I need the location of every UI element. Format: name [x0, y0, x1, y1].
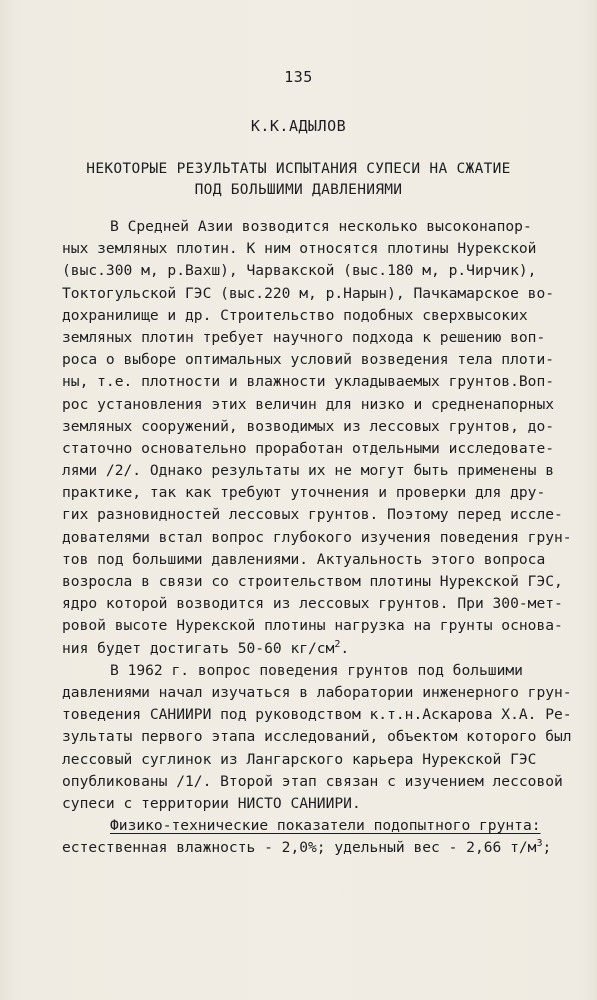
article-body — [62, 216, 572, 859]
text-line: ровой высоте Нурекской плотины нагрузка на грунты основа- — [62, 617, 563, 635]
text-line: тов под большими давлениями. Актуальность этого вопроса — [62, 550, 546, 568]
text-line: ных земляных плотин. К ним относятся плотины Нурекской — [62, 240, 537, 258]
text-line: практике, так как требуют уточнения и проверки для дру- — [62, 484, 546, 502]
text-fragment: . — [340, 639, 350, 657]
text-line-with-superscript — [62, 638, 542, 660]
author-name: К.К.АДЫЛОВ — [250, 117, 347, 135]
text-line: рос установления этих величин для низко и средненапорных — [62, 395, 555, 413]
text-line-with-superscript — [62, 837, 552, 859]
text-line: зультаты первого этапа исследований, объектом которого был — [62, 728, 572, 746]
text-fragment: естественная влажность - 2,0%; удельный вес - 2,66 т/м — [62, 839, 537, 857]
text-fragment: ; — [542, 839, 552, 857]
text-line: супеси с территории НИСТО САНИИРИ. — [62, 794, 361, 812]
page-number: 135 — [284, 68, 313, 86]
text-line: В 1962 г. вопрос поведения грунтов под большими — [110, 661, 523, 679]
underlined-heading: Физико-технические показатели подопытного грунта: — [110, 817, 541, 835]
section-heading-line — [62, 815, 542, 837]
text-line: ны, т.е. плотности и влажности укладываемых грунтов.Воп- — [62, 373, 555, 391]
text-line: возросла в связи со строительством плотины Нурекской ГЭС, — [62, 573, 563, 590]
text-line: товедения САНИИРИ под руководством к.т.н.Аскарова Х.А. Ре- — [62, 706, 572, 724]
text-line: статочно основательно проработан отдельными исследовате- — [62, 439, 555, 457]
text-fragment: ния будет достигать 50-60 кг/см — [62, 639, 335, 657]
article-title — [0, 159, 597, 201]
text-line: опубликованы /1/. Второй этап связан с изучением лессовой — [62, 772, 563, 790]
text-line: лями /2/. Однако результаты их не могут быть применены в — [62, 462, 555, 480]
text-line: дохранилище и др. Строительство подобных сверхвысоких — [62, 306, 528, 324]
title-line: НЕКОТОРЫЕ РЕЗУЛЬТАТЫ ИСПЫТАНИЯ СУПЕСИ НА СЖАТИЕ — [86, 161, 511, 177]
text-line: В Средней Азии возводится несколько высоконапор- — [110, 218, 532, 235]
title-line: ПОД БОЛЬШИМИ ДАВЛЕНИЯМИ — [194, 182, 403, 198]
text-line: дователями встал вопрос глубокого изучения поведения грун- — [62, 528, 572, 546]
text-line: ядро которой возводится из лессовых грунтов. При 300-мет- — [62, 595, 563, 613]
text-line: (выс.300 м, р.Вахш), Чарвакской (выс.180 м, р.Чирчик), — [62, 262, 537, 280]
text-line: лессовый суглинок из Лангарского карьера Нурекской ГЭС — [62, 750, 537, 768]
superscript: 2 — [334, 638, 341, 650]
text-line: Токтогульской ГЭС (выс.220 м, р.Нарын), Пачкамарское во- — [62, 284, 555, 302]
superscript: 3 — [536, 838, 543, 850]
text-line: земляных плотин требует научного подхода к решению воп- — [62, 328, 546, 346]
text-line: роса о выборе оптимальных условий возведения тела плоти- — [62, 351, 555, 369]
text-line: давлениями начал изучаться в лаборатории инженерного грун- — [62, 683, 572, 701]
text-line: гих разновидностей лессовых грунтов. Поэтому перед иссле- — [62, 506, 563, 524]
text-line: земляных сооружений, возводимых из лессовых грунтов, до- — [62, 417, 555, 435]
